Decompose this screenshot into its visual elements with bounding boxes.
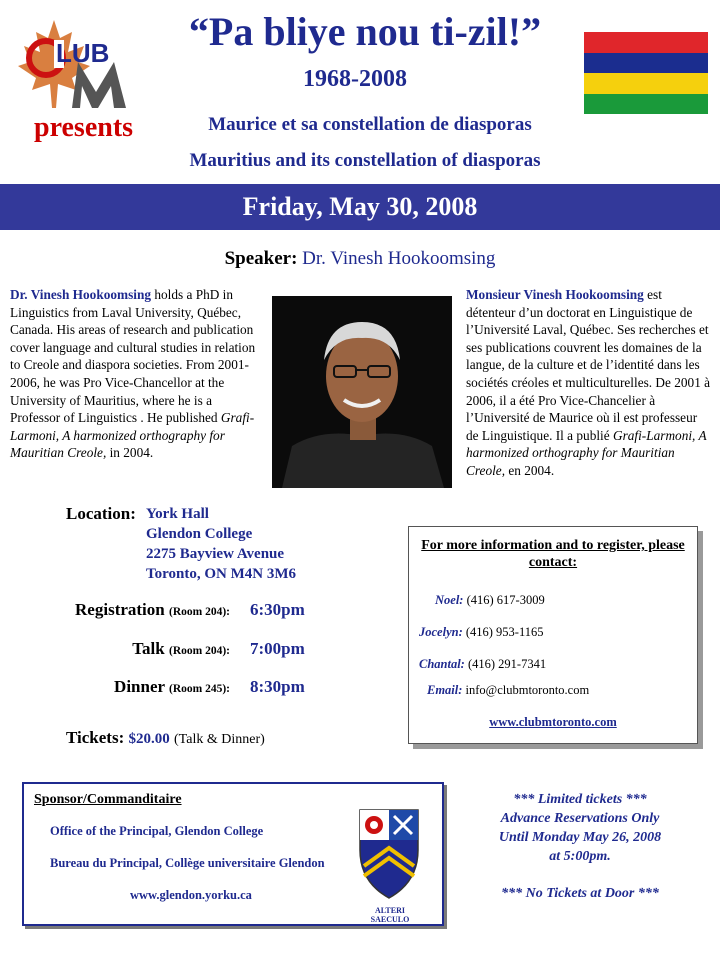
schedule-talk-room: (Room 204): bbox=[169, 645, 230, 657]
bio-en-name: Dr. Vinesh Hookoomsing bbox=[10, 287, 152, 302]
notice-line-2: Advance Reservations Only bbox=[500, 811, 660, 826]
location-line-1: York Hall bbox=[146, 506, 209, 522]
bio-en-book: Grafi-Larmoni, A harmonized orthography for Mauritian Creole, bbox=[10, 410, 255, 461]
subtitle-english: Mauritius and its constellation of diasporas bbox=[189, 150, 541, 171]
bio-fr-book: Grafi-Larmoni, A harmonized orthography for Mauritian Creole, bbox=[466, 427, 707, 478]
bio-en-text: holds a PhD in Linguistics from Laval University, Québec, Canada. His areas of research and publication cover language and cultural studies in relation to Creole and diaspora societies. From 2001-2006, he was Pro Vice-Chancellor at the University of Mauritius, where he is a Professor of Linguistics . He published bbox=[10, 287, 256, 426]
contact-heading: For more information and to register, please contact: bbox=[421, 538, 685, 570]
club-m-logo bbox=[14, 16, 159, 112]
ticket-notice bbox=[470, 790, 690, 903]
glendon-crest-icon bbox=[354, 806, 424, 902]
notice-line-1: *** Limited tickets *** bbox=[513, 792, 647, 807]
contact-box bbox=[408, 526, 698, 744]
schedule-registration-name: Registration bbox=[75, 600, 165, 619]
contact-noel-phone: (416) 617-3009 bbox=[466, 593, 545, 607]
location-line-4: Toronto, ON M4N 3M6 bbox=[146, 566, 296, 582]
schedule-dinner-time: 8:30pm bbox=[250, 677, 305, 696]
flag-band-green bbox=[584, 94, 708, 115]
location-line-3: 2275 Bayview Avenue bbox=[146, 546, 285, 562]
schedule-talk-time: 7:00pm bbox=[250, 639, 305, 658]
tickets-line bbox=[66, 728, 265, 748]
bio-fr-text: est détenteur d’un doctorat en Linguistique de l’Université Laval, Québec. Ses recherches et ses publications couvrent les domaines de la langue, de la culture et de l’identité dans les sociétés créoles et multiculturelles. De 2001 à 2006, il a été Pro Vice-Chancelier à l’Université de Maurice où il est professeur de Linguistique. Il a publié bbox=[466, 287, 711, 443]
flag-band-yellow bbox=[584, 73, 708, 94]
bio-en-text-end: in 2004. bbox=[106, 445, 154, 461]
location-line-2: Glendon College bbox=[146, 526, 253, 542]
contact-noel-name: Noel: bbox=[435, 593, 464, 607]
presents-label: presents bbox=[34, 112, 134, 143]
speaker-photo bbox=[272, 296, 452, 488]
schedule-registration-time: 6:30pm bbox=[250, 600, 305, 619]
contact-jocelyn bbox=[419, 625, 544, 640]
bio-fr-name: Monsieur Vinesh Hookoomsing bbox=[466, 287, 644, 302]
tickets-note: (Talk & Dinner) bbox=[174, 732, 265, 747]
contact-noel bbox=[435, 593, 545, 608]
mauritius-flag bbox=[584, 32, 708, 114]
schedule-dinner-label bbox=[0, 677, 230, 697]
schedule-talk-label bbox=[0, 639, 230, 659]
contact-jocelyn-phone: (416) 953-1165 bbox=[465, 625, 544, 639]
crest-motto: ALTERI SAECULO bbox=[370, 906, 410, 924]
tickets-label: Tickets: bbox=[66, 728, 125, 747]
bio-english bbox=[10, 286, 264, 462]
contact-chantal-name: Chantal: bbox=[419, 657, 465, 671]
tickets-price: $20.00 bbox=[128, 731, 170, 747]
contact-website-link[interactable]: www.clubmtoronto.com bbox=[489, 715, 617, 729]
notice-line-4: at 5:00pm. bbox=[549, 849, 611, 864]
date-banner: Friday, May 30, 2008 bbox=[0, 184, 720, 230]
subtitle-french: Maurice et sa constellation de diasporas bbox=[208, 114, 532, 135]
sponsor-heading: Sponsor/Commanditaire bbox=[34, 792, 182, 807]
location-label: Location: bbox=[66, 504, 136, 523]
sponsor-box bbox=[22, 782, 444, 926]
schedule-registration-label bbox=[0, 600, 230, 620]
sponsor-line-english: Office of the Principal, Glendon College bbox=[50, 824, 264, 838]
event-title: “Pa bliye nou ti-zil!” bbox=[188, 9, 542, 54]
contact-jocelyn-name: Jocelyn: bbox=[419, 625, 463, 639]
speaker-name: Dr. Vinesh Hookoomsing bbox=[302, 248, 496, 269]
flag-band-red bbox=[584, 32, 708, 53]
bio-french bbox=[466, 286, 712, 480]
schedule-registration-room: (Room 204): bbox=[169, 606, 230, 618]
sponsor-website-link[interactable]: www.glendon.yorku.ca bbox=[130, 888, 252, 902]
logo-m-text bbox=[76, 62, 77, 63]
schedule-talk-name: Talk bbox=[132, 639, 165, 658]
speaker-label: Speaker: bbox=[224, 248, 298, 269]
notice-line-5: *** No Tickets at Door *** bbox=[501, 886, 659, 901]
contact-chantal-phone: (416) 291-7341 bbox=[467, 657, 547, 671]
sponsor-line-french: Bureau du Principal, Collège universitaire Glendon bbox=[50, 856, 325, 870]
schedule-dinner-name: Dinner bbox=[114, 677, 165, 696]
event-years: 1968-2008 bbox=[303, 66, 407, 92]
contact-email bbox=[427, 683, 589, 698]
schedule-dinner-room: (Room 245): bbox=[169, 683, 230, 695]
logo-club-text: LUB bbox=[56, 38, 110, 68]
flag-band-blue bbox=[584, 53, 708, 74]
notice-line-3: Until Monday May 26, 2008 bbox=[498, 830, 662, 845]
contact-email-label: Email: bbox=[427, 683, 463, 697]
contact-email-address[interactable]: info@clubmtoronto.com bbox=[465, 683, 590, 697]
speaker-line bbox=[0, 248, 720, 270]
contact-chantal bbox=[419, 657, 546, 672]
bio-fr-text-end: en 2004. bbox=[505, 462, 555, 478]
